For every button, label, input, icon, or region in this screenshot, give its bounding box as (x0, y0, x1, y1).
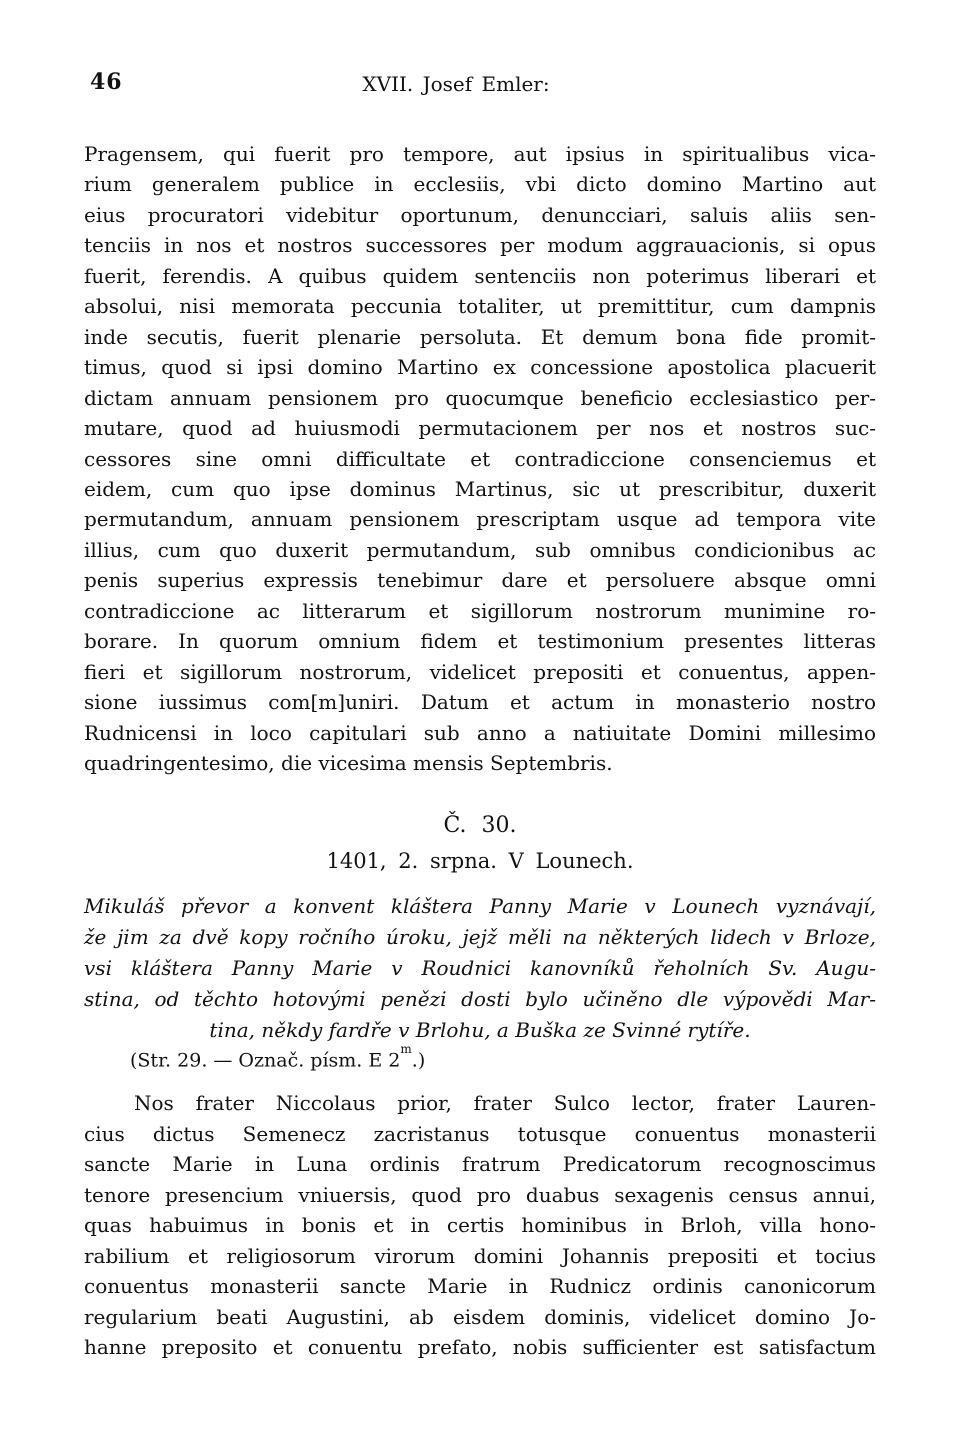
text-line: inde secutis, fuerit plenarie persoluta. Et demum bona fide promit- (84, 324, 876, 349)
text-line: sancte Marie in Luna ordinis fratrum Predicatorum recognoscimus (84, 1152, 876, 1176)
source-note (130, 1042, 426, 1072)
text-line: tenore presencium vniuersis, quod pro duabus sexagenis census annui, (84, 1182, 876, 1207)
text-line: hanne preposito et conuentu prefato, nobis sufficienter est satisfactum (84, 1335, 876, 1359)
text-line: rabilium et religiosorum virorum domini Johannis prepositi et tocius (84, 1243, 876, 1268)
text-line: dictam annuam pensionem pro quocumque beneficio ecclesiastico per- (84, 385, 876, 410)
text-line: Rudnicensi in loco capitulari sub anno a natiuitate Domini millesimo (84, 720, 876, 745)
source-note-suffix: .) (411, 1049, 426, 1072)
text-line: eius procuratori videbitur oportunum, denuncciari, saluis aliis sen- (84, 202, 876, 227)
source-note-text: (Str. 29. — Označ. písm. E 2 (130, 1049, 401, 1072)
text-line: illius, cum quo duxerit permutandum, sub omnibus condicionibus ac (84, 537, 876, 562)
charter-30-number-heading: Č. 30. (443, 813, 517, 838)
text-line: absolui, nisi memorata peccunia totaliter, ut premittitur, cum dampnis (84, 294, 876, 319)
text-line: rium generalem publice in ecclesiis, vbi dicto domino Martino aut (84, 172, 876, 197)
summary-line: že jim za dvě kopy ročního úroku, jejž měli na některých lidech v Brloze, (84, 925, 876, 949)
summary-line: tina, někdy fardře v Brlohu, a Buška ze Svinné rytíře. (209, 1018, 751, 1042)
text-line: quadringentesimo, die vicesima mensis Septembris. (84, 751, 613, 776)
text-line: sione iussimus com[m]uniri. Datum et actum in monasterio nostro (84, 690, 876, 715)
text-line: borare. In quorum omnium fidem et testimonium presentes litteras (84, 629, 876, 654)
source-note-superscript: m (400, 1042, 412, 1056)
text-line: quas habuimus in bonis et in certis hominibus in Brloh, villa hono- (84, 1213, 876, 1237)
text-line: fuerit, ferendis. A quibus quidem sentenciis non poterimus liberari et (84, 263, 876, 288)
text-line: fieri et sigillorum nostrorum, videlicet prepositi et conuentus, appen- (84, 659, 876, 684)
text-line: permutandum, annuam pensionem prescriptam usque ad tempora vite (84, 507, 876, 532)
text-line: conuentus monasterii sancte Marie in Rudnicz ordinis canonicorum (84, 1274, 876, 1298)
summary-line: Mikuláš převor a konvent kláštera Panny Marie v Lounech vyznávají, (84, 894, 876, 918)
text-line: timus, quod si ipsi domino Martino ex concessione apostolica placuerit (84, 355, 876, 380)
charter-30-latin-text (84, 1088, 876, 1363)
text-line: penis superius expressis tenebimur dare et persoluere absque omni (84, 568, 876, 593)
charter-30-czech-summary (84, 891, 876, 1046)
charter-30-dateline: 1401, 2. srpna. V Lounech. (326, 849, 634, 873)
running-title: XVII. Josef Emler: (362, 72, 550, 96)
charter-29-text-end (84, 139, 876, 779)
page-number: 46 (90, 69, 123, 95)
summary-line: stina, od těchto hotovými penězi dosti bylo učiněno dle výpovědi Mar- (84, 987, 876, 1011)
text-line: cius dictus Semenecz zacristanus totusque conuentus monasterii (84, 1121, 876, 1146)
text-line: contradiccione ac litterarum et sigillorum nostrorum munimine ro- (84, 598, 876, 623)
text-line: Nos frater Niccolaus prior, frater Sulco lector, frater Lauren- (134, 1091, 876, 1115)
text-line: Pragensem, qui fuerit pro tempore, aut ipsius in spiritualibus vica- (84, 142, 876, 166)
text-line: tenciis in nos et nostros successores per modum aggrauacionis, si opus (84, 233, 876, 258)
text-line: mutare, quod ad huiusmodi permutacionem per nos et nostros suc- (84, 416, 876, 441)
text-line: regularium beati Augustini, ab eisdem dominis, videlicet domino Jo- (84, 1304, 876, 1329)
text-line: eidem, cum quo ipse dominus Martinus, sic ut prescribitur, duxerit (84, 476, 876, 501)
summary-line: vsi kláštera Panny Marie v Roudnici kanovníků řeholních Sv. Augu- (84, 956, 876, 980)
text-line: cessores sine omni difficultate et contradiccione consenciemus et (84, 446, 876, 471)
